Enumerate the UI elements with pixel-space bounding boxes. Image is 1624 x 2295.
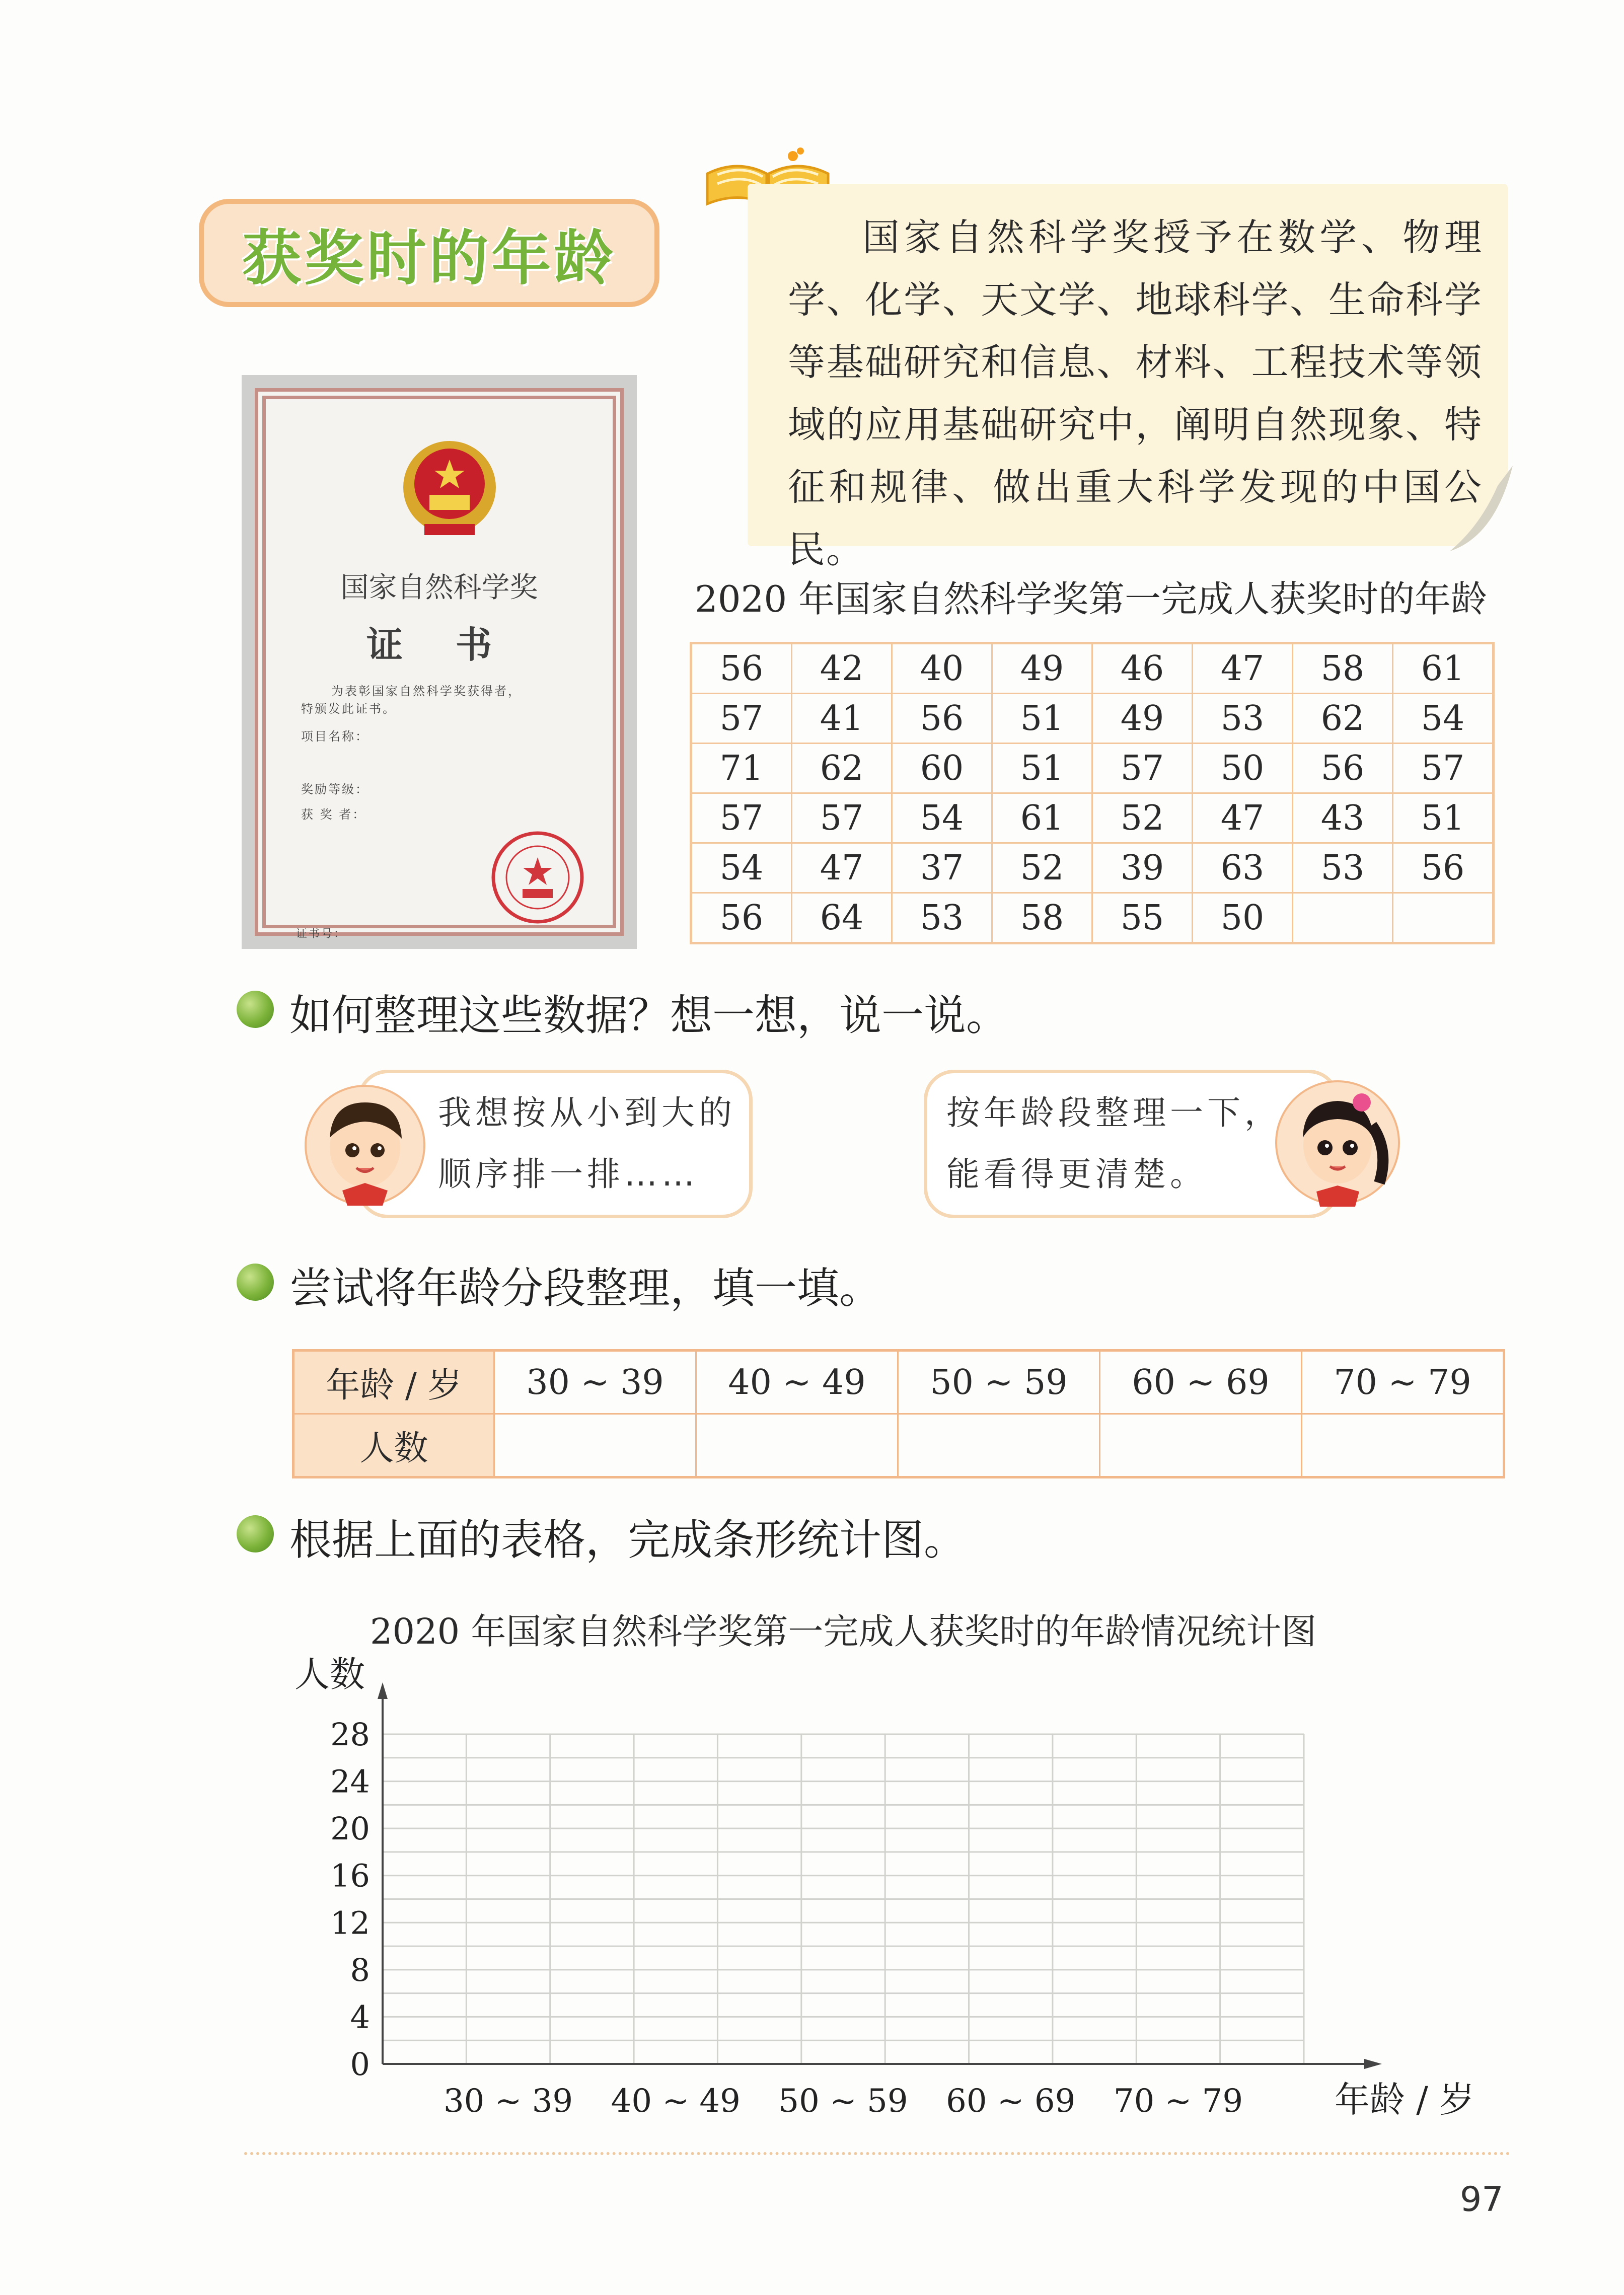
table-cell: 60: [892, 744, 992, 793]
boy-avatar-icon: [302, 1082, 428, 1208]
table-cell: 57: [691, 694, 792, 744]
page-number: 97: [1460, 2180, 1504, 2219]
table-cell: 46: [1092, 643, 1193, 694]
x-tick-label: 60 ~ 69: [946, 2083, 1076, 2120]
table-cell: 50: [1193, 893, 1293, 943]
boy-speech-text: [438, 1082, 736, 1205]
bar-chart: [282, 1651, 1475, 2155]
certificate-image: [242, 375, 637, 949]
table-cell: 52: [992, 843, 1092, 893]
table-cell: 49: [1092, 694, 1193, 744]
table-cell: [1293, 893, 1393, 943]
table-cell: 50: [1193, 744, 1293, 793]
table-cell: 55: [1092, 893, 1193, 943]
national-emblem-icon: [394, 439, 505, 540]
question-2: 尝试将年龄分段整理，填一填。: [289, 1264, 882, 1313]
table-cell: 63: [1193, 843, 1293, 893]
certificate-winner-label: 获 奖 者：: [301, 807, 366, 822]
data-table-title: 2020 年国家自然科学奖第一完成人获奖时的年龄: [695, 578, 1488, 620]
table-cell: 51: [992, 744, 1092, 793]
y-axis-arrow-icon: [378, 1682, 388, 1699]
table-cell: 49: [992, 643, 1092, 694]
table-cell: 37: [892, 843, 992, 893]
count-input-cell[interactable]: [1302, 1414, 1504, 1477]
y-tick-label: 24: [330, 1763, 370, 1800]
age-range-cell: 70 ~ 79: [1302, 1351, 1504, 1414]
table-row: [691, 694, 1494, 744]
certificate-doc-type: 证 书: [366, 623, 512, 666]
table-row: [691, 744, 1494, 793]
table-cell: 62: [1293, 694, 1393, 744]
table-row: [691, 793, 1494, 843]
table-row: [691, 643, 1494, 694]
girl-speech-text: [946, 1082, 1282, 1205]
table-cell: 51: [1393, 793, 1494, 843]
table-cell: 54: [1393, 694, 1494, 744]
age-header-label: 年龄 / 岁: [293, 1351, 494, 1414]
y-tick-label: 16: [330, 1857, 370, 1894]
table-cell: 53: [1293, 843, 1393, 893]
table-cell: 54: [892, 793, 992, 843]
info-text: 国家自然科学奖授予在数学、物理学、化学、天文学、地球科学、生命科学等基础研究和信息、材料、工程技术等领域的应用基础研究中，阐明自然现象、特征和规律、做出重大科学发现的中国公民。: [788, 216, 1483, 571]
table-cell: 61: [992, 793, 1092, 843]
table-cell: 56: [892, 694, 992, 744]
x-tick-label: 70 ~ 79: [1113, 2083, 1243, 2120]
table-cell: 57: [792, 793, 892, 843]
table-cell: 57: [1092, 744, 1193, 793]
table-cell: 47: [1193, 793, 1293, 843]
table-cell: 56: [691, 893, 792, 943]
table-cell: 53: [1193, 694, 1293, 744]
table-cell: 56: [1293, 744, 1393, 793]
table-cell: 56: [691, 643, 792, 694]
certificate-desc-line1: 为表彰国家自然科学奖获得者，: [331, 684, 522, 698]
age-range-cell: 30 ~ 39: [494, 1351, 696, 1414]
bullet-dot-icon: [237, 1515, 274, 1552]
official-seal-icon: [490, 830, 585, 925]
table-cell: 43: [1293, 793, 1393, 843]
page-curl-decoration: [1450, 466, 1513, 551]
table-cell: 53: [892, 893, 992, 943]
x-tick-label: 40 ~ 49: [611, 2083, 741, 2120]
table-row: [293, 1414, 1504, 1477]
boy-speech-line1: 我想按从小到大的: [438, 1093, 736, 1132]
y-tick-label: 8: [350, 1951, 370, 1988]
section-title-badge: [199, 199, 659, 307]
table-row: [691, 843, 1494, 893]
y-tick-label: 4: [350, 1998, 370, 2036]
count-input-cell[interactable]: [1100, 1414, 1302, 1477]
boy-speech-line2: 顺序排一排……: [438, 1155, 699, 1194]
table-cell: 52: [1092, 793, 1193, 843]
certificate-project-label: 项目名称：: [301, 729, 369, 744]
table-cell: 39: [1092, 843, 1193, 893]
table-cell: 41: [792, 694, 892, 744]
certificate-grade-label: 奖励等级：: [301, 782, 369, 796]
table-cell: 40: [892, 643, 992, 694]
chart-title: 2020 年国家自然科学奖第一完成人获奖时的年龄情况统计图: [370, 1611, 1317, 1652]
age-range-cell: 60 ~ 69: [1100, 1351, 1302, 1414]
y-tick-label: 28: [330, 1716, 370, 1753]
age-range-cell: 50 ~ 59: [898, 1351, 1100, 1414]
footer-divider: [244, 2152, 1510, 2155]
question-3: 根据上面的表格，完成条形统计图。: [289, 1515, 967, 1565]
question-1: 如何整理这些数据？想一想，说一说。: [289, 991, 1009, 1040]
x-tick-label: 50 ~ 59: [778, 2083, 908, 2120]
table-cell: 42: [792, 643, 892, 694]
bullet-dot-icon: [237, 991, 274, 1028]
certificate-desc-line2: 特颁发此证书。: [301, 702, 396, 716]
table-cell: 54: [691, 843, 792, 893]
age-range-cell: 40 ~ 49: [696, 1351, 898, 1414]
x-axis-arrow-icon: [1364, 2059, 1382, 2069]
section-title: 获奖时的年龄: [242, 223, 617, 293]
table-cell: 62: [792, 744, 892, 793]
girl-avatar-icon: [1274, 1075, 1402, 1208]
table-cell: 58: [992, 893, 1092, 943]
table-cell: 64: [792, 893, 892, 943]
table-cell: 51: [992, 694, 1092, 744]
table-cell: 47: [1193, 643, 1293, 694]
certificate-award-name: 国家自然科学奖: [340, 571, 538, 604]
age-data-table: [690, 642, 1495, 944]
table-row: [293, 1351, 1504, 1414]
x-axis-label: 年龄 / 岁: [1334, 2079, 1475, 2120]
table-row: [691, 893, 1494, 943]
x-tick-label: 30 ~ 39: [443, 2083, 573, 2120]
table-cell: [1393, 893, 1494, 943]
y-tick-label: 0: [350, 2046, 370, 2083]
table-cell: 61: [1393, 643, 1494, 694]
age-range-table: [292, 1349, 1505, 1478]
y-axis-label: 人数: [294, 1654, 365, 1695]
table-cell: 56: [1393, 843, 1494, 893]
girl-speech-line2: 能看得更清楚。: [946, 1155, 1207, 1194]
certificate-number-label: 证书号：: [296, 928, 347, 940]
table-cell: 58: [1293, 643, 1393, 694]
y-tick-label: 20: [330, 1810, 370, 1847]
table-cell: 71: [691, 744, 792, 793]
girl-speech-line1: 按年龄段整理一下，: [946, 1093, 1282, 1132]
table-cell: 57: [1393, 744, 1494, 793]
count-input-cell[interactable]: [696, 1414, 898, 1477]
count-input-cell[interactable]: [494, 1414, 696, 1477]
bullet-dot-icon: [237, 1264, 274, 1301]
count-input-cell[interactable]: [898, 1414, 1100, 1477]
y-tick-label: 12: [330, 1904, 370, 1942]
count-header-label: 人数: [293, 1414, 494, 1477]
table-cell: 47: [792, 843, 892, 893]
table-cell: 57: [691, 793, 792, 843]
